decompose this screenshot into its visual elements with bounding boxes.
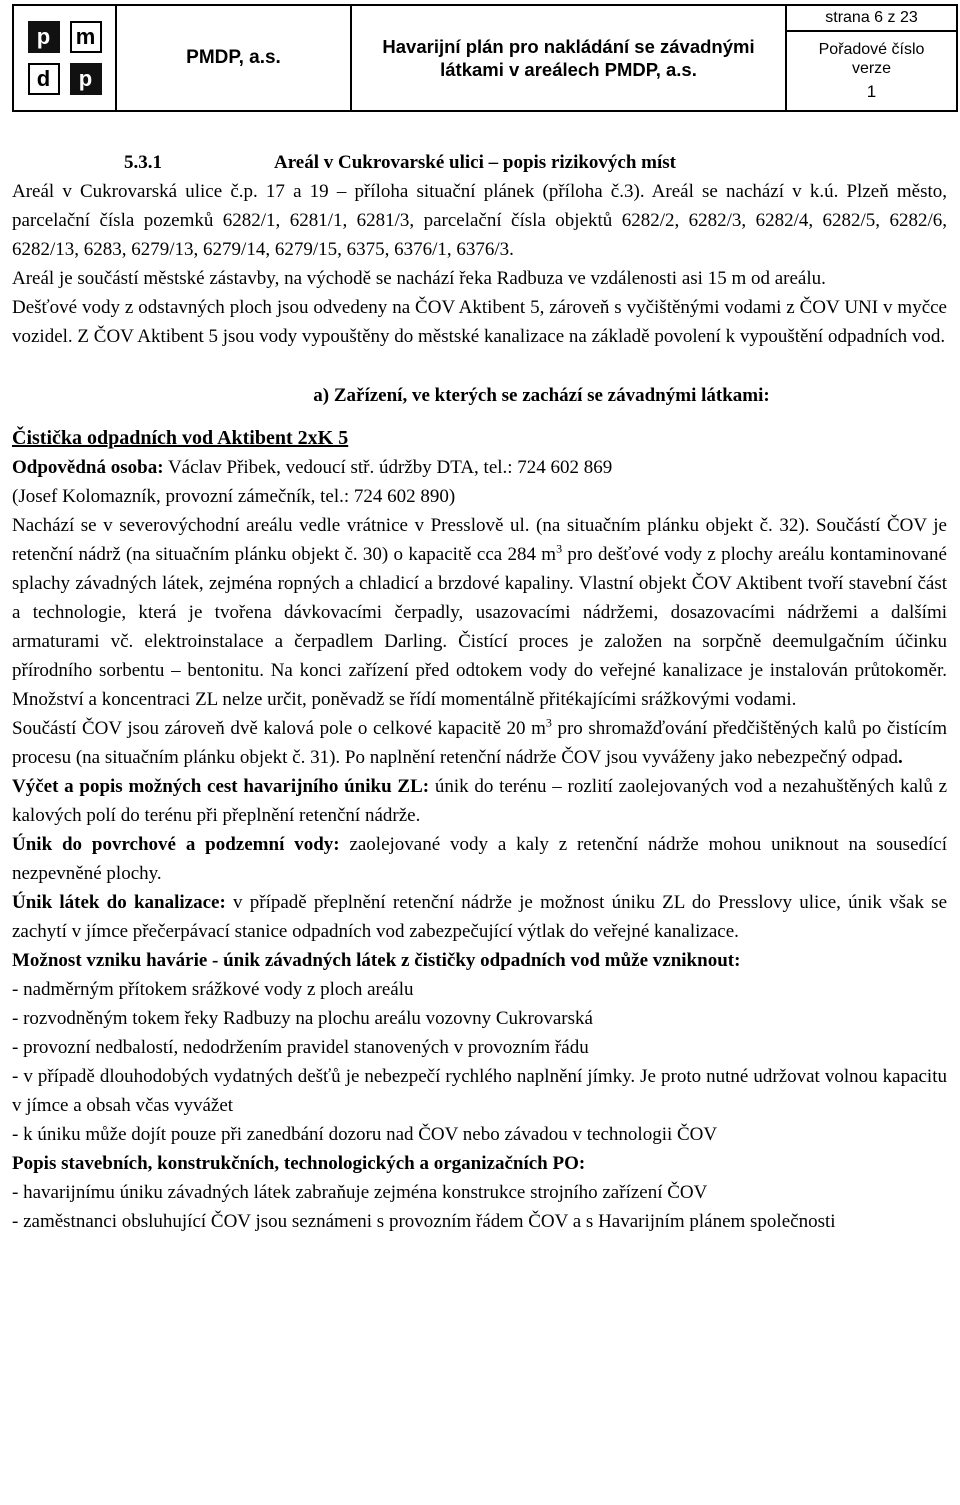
sludge-text-2: pro shromažďování předčištěných kalů po čistícím procesu (na situačním plánku objekt č. 31). Po naplnění retenční nádrže ČOV jsou vyváženy jako nebezpečný odpad	[12, 718, 947, 768]
list-item: - k úniku může dojít pouze při zanedbání dozoru nad ČOV nebo závadou v technologii ČOV	[12, 1124, 718, 1145]
pmdp-logo	[28, 21, 102, 95]
sludge-text: Součástí ČOV jsou zároveň dvě kalová pole o celkové kapacitě 20 m	[12, 718, 546, 739]
device-description	[12, 511, 947, 714]
version-label: Pořadové číslo	[818, 40, 925, 58]
responsible-person	[12, 453, 947, 482]
superscript: 3	[556, 541, 563, 556]
company-name: PMDP, a.s.	[117, 6, 352, 110]
list-item: - rozvodněným tokem řeky Radbuzy na plochu areálu vozovny Cukrovarská	[12, 1008, 593, 1029]
device-description-text: Nachází se v severovýchodní areálu vedle vrátnice v Presslově ul. (na situačním plánku objekt č. 32). Součástí ČOV je retenční nádrž (na situačním plánku objekt č. 30) o kapacitě cca 284 m	[12, 515, 947, 565]
intro-paragraph: Areál v Cukrovarská ulice č.p. 17 a 19 – příloha situační plánek (příloha č.3). Areál se nachází v k.ú. Plzeň město, parcelační čísla pozemků 6282/1, 6281/1, 6281/3, parcelační čísla objektů 6282/2, 6282/3, 6282/4, 6282/5, 6282/6, 6282/13, 6283, 6279/13, 6279/14, 6279/15, 6375, 6376/1, 6376/3.	[12, 181, 947, 260]
superscript: 3	[545, 715, 552, 730]
sewer-label: Únik látek do kanalizace:	[12, 892, 226, 913]
section-number: 5.3.1	[124, 152, 162, 173]
leak-paths-text: únik do terénu – rozlití zaolejovaných vod a nezahuštěných kalů z kalových polí do terénu při přeplnění retenční nádrže.	[12, 776, 947, 826]
list-item: - nadměrným přítokem srážkové vody z ploch areálu	[12, 979, 414, 1000]
surface-water-text: zaolejované vody a kaly z retenční nádrže mohou uniknout na sousedící nezpevněné plochy.	[12, 834, 948, 884]
responsible-person-2: (Josef Kolomazník, provozní zámečník, tel.: 724 602 890)	[12, 486, 456, 507]
list-item: - havarijnímu úniku závadných látek zabraňuje zejména konstrukce strojního zařízení ČOV	[12, 1182, 708, 1203]
list-item: - provozní nedbalostí, nedodržením pravidel stanovených v provozním řádu	[12, 1037, 589, 1058]
version-number: 1	[866, 81, 877, 101]
surface-water-label: Únik do povrchové a podzemní vody:	[12, 834, 340, 855]
version-info	[787, 32, 956, 110]
logo-letter: p	[70, 63, 102, 95]
responsible-label: Odpovědná osoba:	[12, 457, 164, 478]
sewer-paragraph	[12, 888, 947, 946]
device-title: Čistička odpadních vod Aktibent 2xK 5	[12, 427, 349, 449]
sludge-end: .	[898, 747, 903, 768]
accident-label: Možnost vzniku havárie - únik závadných látek z čističky odpadních vod může vzniknout:	[12, 950, 741, 971]
measures-label: Popis stavebních, konstrukčních, technologických a organizačních PO:	[12, 1153, 586, 1174]
logo-letter: m	[70, 21, 102, 53]
logo-letter: p	[28, 21, 60, 53]
intro-paragraph: Dešťové vody z odstavných ploch jsou odvedeny na ČOV Aktibent 5, zároveň s vyčištěnými vodami z ČOV UNI v myčce vozidel. Z ČOV Aktibent 5 jsou vody vypouštěny do městské kanalizace na základě povolení k vypouštění odpadních vod.	[12, 297, 947, 347]
leak-paths-paragraph	[12, 772, 947, 830]
version-label-2: verze	[851, 59, 892, 77]
document-body	[12, 148, 947, 1236]
sewer-text: v případě přeplnění retenční nádrže je možnost úniku ZL do Presslovy ulice, únik však se zachytí v jímce přečerpávací stanice odpadních vod zabezpečující výtlak do veřejné kanalizace.	[12, 892, 948, 942]
list-item: - v případě dlouhodobých vydatných dešťů je nebezpečí rychlého naplnění jímky. Je proto nutné udržovat volnou kapacitu v jímce a obsah včas vyvážet	[12, 1066, 947, 1116]
measures-heading	[12, 1149, 947, 1178]
surface-water-paragraph	[12, 830, 947, 888]
intro-paragraph: Areál je součástí městské zástavby, na východě se nachází řeka Radbuza ve vzdálenosti asi 15 m od areálu.	[12, 268, 826, 289]
responsible-value: Václav Přibek, vedoucí stř. údržby DTA, tel.: 724 602 869	[167, 457, 613, 478]
logo-letter: d	[28, 63, 60, 95]
logo-cell	[14, 6, 117, 110]
page-number: strana 6 z 23	[787, 6, 956, 32]
document-title: Havarijní plán pro nakládání se závadnými látkami v areálech PMDP, a.s.	[352, 6, 787, 110]
device-description-text-2: pro dešťové vody z plochy areálu kontaminované splachy závadných látek, zejména ropných a chladicí a brzdové kapaliny. Vlastní objekt ČOV Aktibent tvoří stavební část a technologie, která je tvořena dávkovacími čerpadly, usazovacími nádržemi, dosazovacími nádržemi a dalšími armaturami vč. elektroinstalace a čerpadlem Darling. Čistící proces je založen na sorpčně deemulgačním účinku přírodního sorbentu – bentonitu. Na konci zařízení před odtokem vody do veřejné kanalizace je instalován průtokoměr. Množství a koncentraci ZL nelze určit, poněvadž se řídí momentálně přitékajícími srážkovými vodami.	[12, 544, 947, 710]
list-item: - zaměstnanci obsluhující ČOV jsou seznámeni s provozním řádem ČOV a s Havarijním plánem společnosti	[12, 1211, 836, 1232]
leak-paths-label: Výčet a popis možných cest havarijního úniku ZL:	[12, 776, 430, 797]
section-heading	[124, 148, 947, 177]
page-info	[787, 6, 956, 110]
sludge-paragraph	[12, 714, 947, 772]
subheading: a) Zařízení, ve kterých se zachází se závadnými látkami:	[313, 385, 770, 406]
section-title: Areál v Cukrovarské ulici – popis rizikových míst	[274, 152, 677, 173]
accident-heading	[12, 946, 947, 975]
page-header	[12, 4, 958, 112]
